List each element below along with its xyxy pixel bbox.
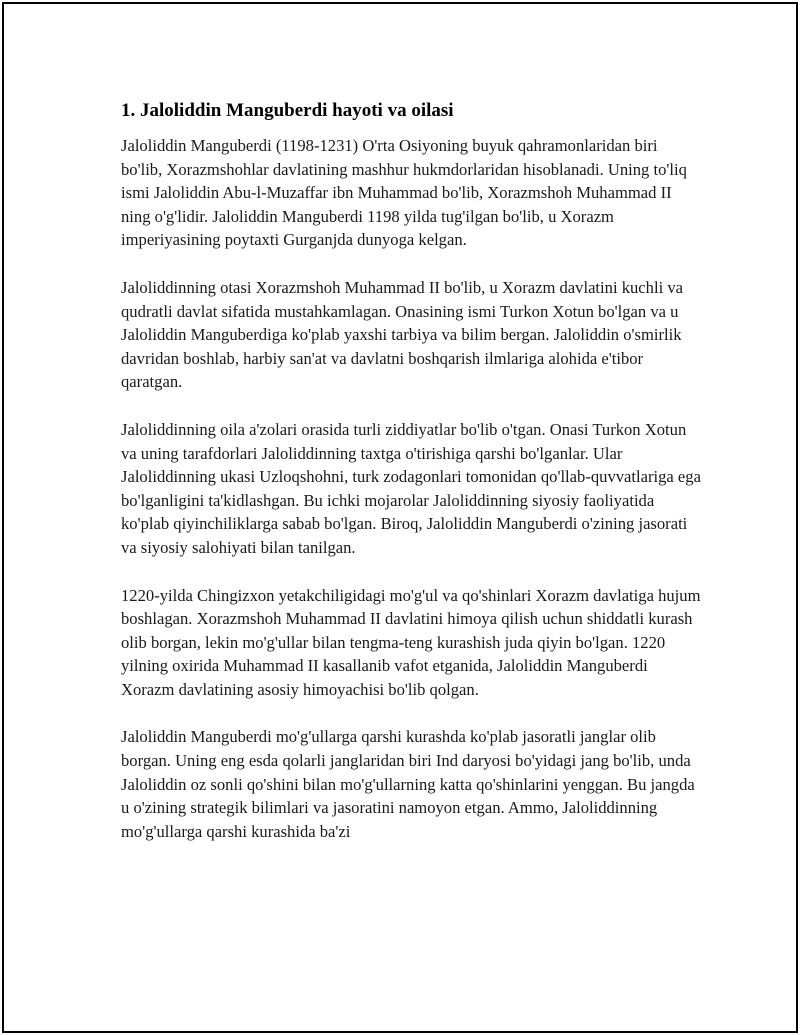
page-frame [2,2,798,1033]
paragraph-1: Jaloliddin Manguberdi (1198-1231) O'rta Osiyoning buyuk qahramonlaridan biri bo'lib, Xorazmshohlar davlatining mashhur hukmdorlaridan hisoblanadi. Uning to'liq ismi Jaloliddin Abu-l-Muzaffar ibn Muhammad bo'lib, Xorazmshoh Muhammad II ning o'g'lidir. Jaloliddin Manguberdi 1198 yilda tug'ilgan bo'lib, u Xorazm imperiyasining poytaxti Gurganjda dunyoga kelgan. [121,136,687,250]
paragraph-3: Jaloliddinning oila a'zolari orasida turli ziddiyatlar bo'lib o'tgan. Onasi Turkon Xotun va uning tarafdorlari Jaloliddinning taxtga o'tirishiga qarshi bo'lganlar. Ular Jaloliddinning ukasi Uzloqshohni, turk zodagonlari tomonidan qo'llab-quvvatlariga ega bo'lganligini ta'kidlashgan. Bu ichki mojarolar Jaloliddinning siyosiy faoliyatida ko'plab qiyinchiliklarga sabab bo'lgan. Biroq, Jaloliddin Manguberdi o'zining jasorati va siyosiy salohiyati bilan tanilgan. [121,419,701,557]
paragraph-4: 1220-yilda Chingizxon yetakchiligidagi mo'g'ul va qo'shinlari Xorazm davlatiga hujum boshlagan. Xorazmshoh Muhammad II davlatini himoya qilish uchun shiddatli kurash olib borgan, lekin mo'g'ullar bilan tengma-teng kurashish juda qiyin bo'lgan. 1220 yilning oxirida Muhammad II kasallanib vafot etganida, Jaloliddin Manguberdi Xorazm davlatining asosiy himoyachisi bo'lib qolgan. [121,585,701,699]
paragraph-5: Jaloliddin Manguberdi mo'g'ullarga qarshi kurashda ko'plab jasoratli janglar olib borgan. Uning eng esda qolarli janglaridan biri Ind daryosi bo'yidagi jang bo'lib, unda Jaloliddin oz sonli qo'shini bilan mo'g'ullarning katta qo'shinlarini yenggan. Bu jangda u o'zining strategik bilimlari va jasoratini namoyon etgan. Ammo, Jaloliddinning mo'g'ullarga qarshi kurashida ba'zi [121,727,695,841]
document-body [121,98,701,867]
paragraph-2: Jaloliddinning otasi Xorazmshoh Muhammad II bo'lib, u Xorazm davlatini kuchli va qudratli davlat sifatida mustahkamlagan. Onasining ismi Turkon Xotun bo'lgan va u Jaloliddin Manguberdiga ko'plab yaxshi tarbiya va bilim bergan. Jaloliddin o'smirlik davridan boshlab, harbiy san'at va davlatni boshqarish ilmlariga alohida e'tibor qaratgan. [121,277,683,392]
section-title: 1. Jaloliddin Manguberdi hayoti va oilasi [121,100,454,121]
